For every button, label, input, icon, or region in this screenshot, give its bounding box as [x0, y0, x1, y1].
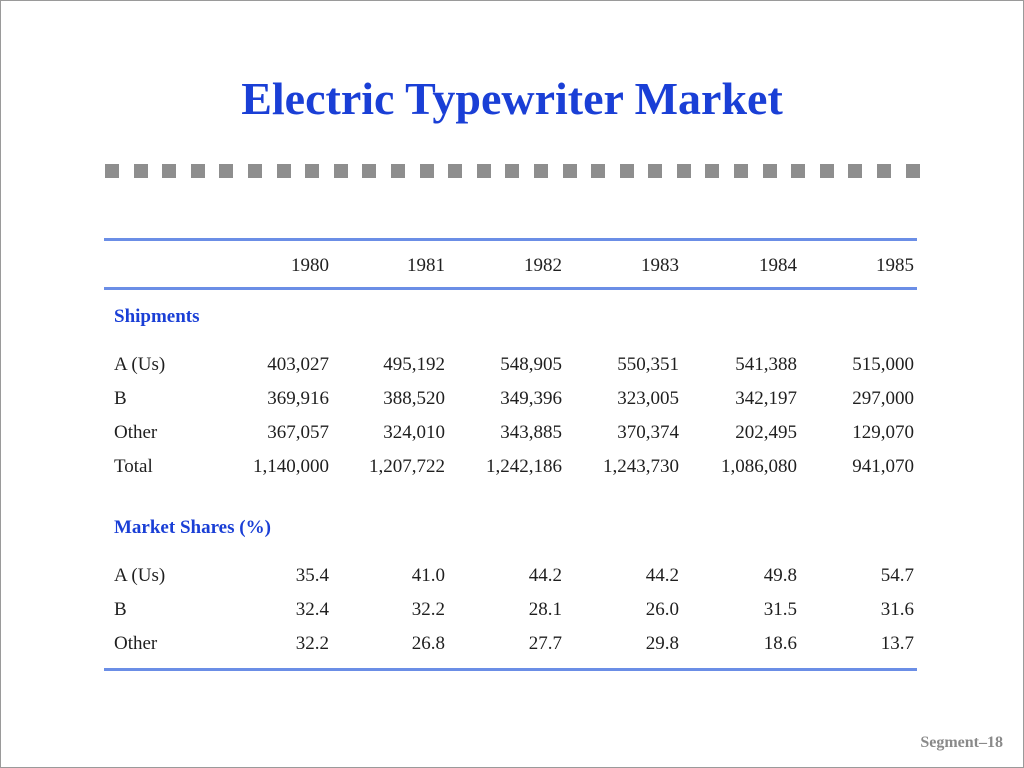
- year-header: 1983: [641, 255, 679, 276]
- table-cell: 1,207,722: [369, 456, 445, 477]
- table-cell: 1,140,000: [253, 456, 329, 477]
- divider-dash: [305, 164, 319, 178]
- table-cell: 1,243,730: [603, 456, 679, 477]
- table-cell: 202,495: [735, 422, 797, 443]
- table-cell: 370,374: [617, 422, 679, 443]
- divider-dash: [191, 164, 205, 178]
- table-cell: 403,027: [267, 354, 329, 375]
- divider-dash: [591, 164, 605, 178]
- divider-dash: [877, 164, 891, 178]
- divider-dash: [334, 164, 348, 178]
- table-cell: 13.7: [880, 633, 914, 654]
- table-cell: 342,197: [735, 388, 797, 409]
- divider-dash: [391, 164, 405, 178]
- table-cell: 1,242,186: [486, 456, 562, 477]
- divider-dash: [105, 164, 119, 178]
- table-cell: 44.2: [528, 565, 562, 586]
- market-shares-heading: Market Shares (%): [114, 517, 271, 538]
- table-cell: 31.5: [763, 599, 797, 620]
- table-cell: 32.2: [295, 633, 329, 654]
- divider-dash: [134, 164, 148, 178]
- table-cell: 54.7: [880, 565, 914, 586]
- table-cell: 26.8: [411, 633, 445, 654]
- table-cell: 941,070: [852, 456, 914, 477]
- table-row: [104, 350, 917, 380]
- slide-title: Electric Typewriter Market: [241, 73, 783, 124]
- row-label: Other: [114, 633, 158, 654]
- divider-dash: [448, 164, 462, 178]
- table-bottom-rule: [104, 668, 917, 671]
- divider-dash: [563, 164, 577, 178]
- row-label: A (Us): [114, 565, 166, 586]
- divider-dash: [648, 164, 662, 178]
- table-row: [104, 629, 917, 659]
- divider-dash: [277, 164, 291, 178]
- row-label: Total: [114, 456, 153, 477]
- year-header: 1980: [291, 255, 329, 276]
- table-top-rule: [104, 238, 917, 241]
- table-header-row: [104, 251, 917, 281]
- divider-dash: [677, 164, 691, 178]
- year-header: 1984: [759, 255, 797, 276]
- table-header-rule: [104, 287, 917, 290]
- row-label: B: [114, 388, 127, 409]
- table-cell: 44.2: [645, 565, 679, 586]
- year-header: 1981: [407, 255, 445, 276]
- table-cell: 388,520: [383, 388, 445, 409]
- divider-dash: [705, 164, 719, 178]
- table-row: [104, 561, 917, 591]
- table-cell: 32.2: [411, 599, 445, 620]
- table-cell: 548,905: [500, 354, 562, 375]
- divider-dash: [534, 164, 548, 178]
- table-cell: 367,057: [267, 422, 329, 443]
- year-header: 1982: [524, 255, 562, 276]
- table-cell: 495,192: [383, 354, 445, 375]
- table-cell: 550,351: [617, 354, 679, 375]
- divider-dash: [791, 164, 805, 178]
- table-cell: 18.6: [763, 633, 797, 654]
- shipments-heading: Shipments: [114, 306, 200, 327]
- table-cell: 35.4: [295, 565, 329, 586]
- table-cell: 26.0: [645, 599, 679, 620]
- dashed-divider: [105, 164, 920, 179]
- table-cell: 32.4: [295, 599, 329, 620]
- divider-dash: [505, 164, 519, 178]
- divider-dash: [362, 164, 376, 178]
- table-cell: 27.7: [528, 633, 562, 654]
- table-row: [104, 452, 917, 482]
- table-cell: 1,086,080: [721, 456, 797, 477]
- table-cell: 41.0: [411, 565, 445, 586]
- table-row: [104, 384, 917, 414]
- table-cell: 49.8: [763, 565, 797, 586]
- table-cell: 29.8: [645, 633, 679, 654]
- table-row: [104, 418, 917, 448]
- table-cell: 541,388: [735, 354, 797, 375]
- row-label: A (Us): [114, 354, 166, 375]
- table-row: [104, 595, 917, 625]
- divider-dash: [734, 164, 748, 178]
- year-header: 1985: [876, 255, 914, 276]
- divider-dash: [820, 164, 834, 178]
- table-cell: 324,010: [383, 422, 445, 443]
- divider-dash: [906, 164, 920, 178]
- divider-dash: [763, 164, 777, 178]
- divider-dash: [420, 164, 434, 178]
- divider-dash: [219, 164, 233, 178]
- row-label: B: [114, 599, 127, 620]
- divider-dash: [477, 164, 491, 178]
- divider-dash: [162, 164, 176, 178]
- table-cell: 349,396: [500, 388, 562, 409]
- divider-dash: [248, 164, 262, 178]
- divider-dash: [848, 164, 862, 178]
- table-cell: 28.1: [528, 599, 562, 620]
- divider-dash: [620, 164, 634, 178]
- table-cell: 515,000: [852, 354, 914, 375]
- table-cell: 129,070: [852, 422, 914, 443]
- table-cell: 343,885: [500, 422, 562, 443]
- table-cell: 323,005: [617, 388, 679, 409]
- table-cell: 369,916: [267, 388, 329, 409]
- slide-footer: Segment–18: [920, 734, 1003, 751]
- row-label: Other: [114, 422, 158, 443]
- table-cell: 31.6: [880, 599, 914, 620]
- table-cell: 297,000: [852, 388, 914, 409]
